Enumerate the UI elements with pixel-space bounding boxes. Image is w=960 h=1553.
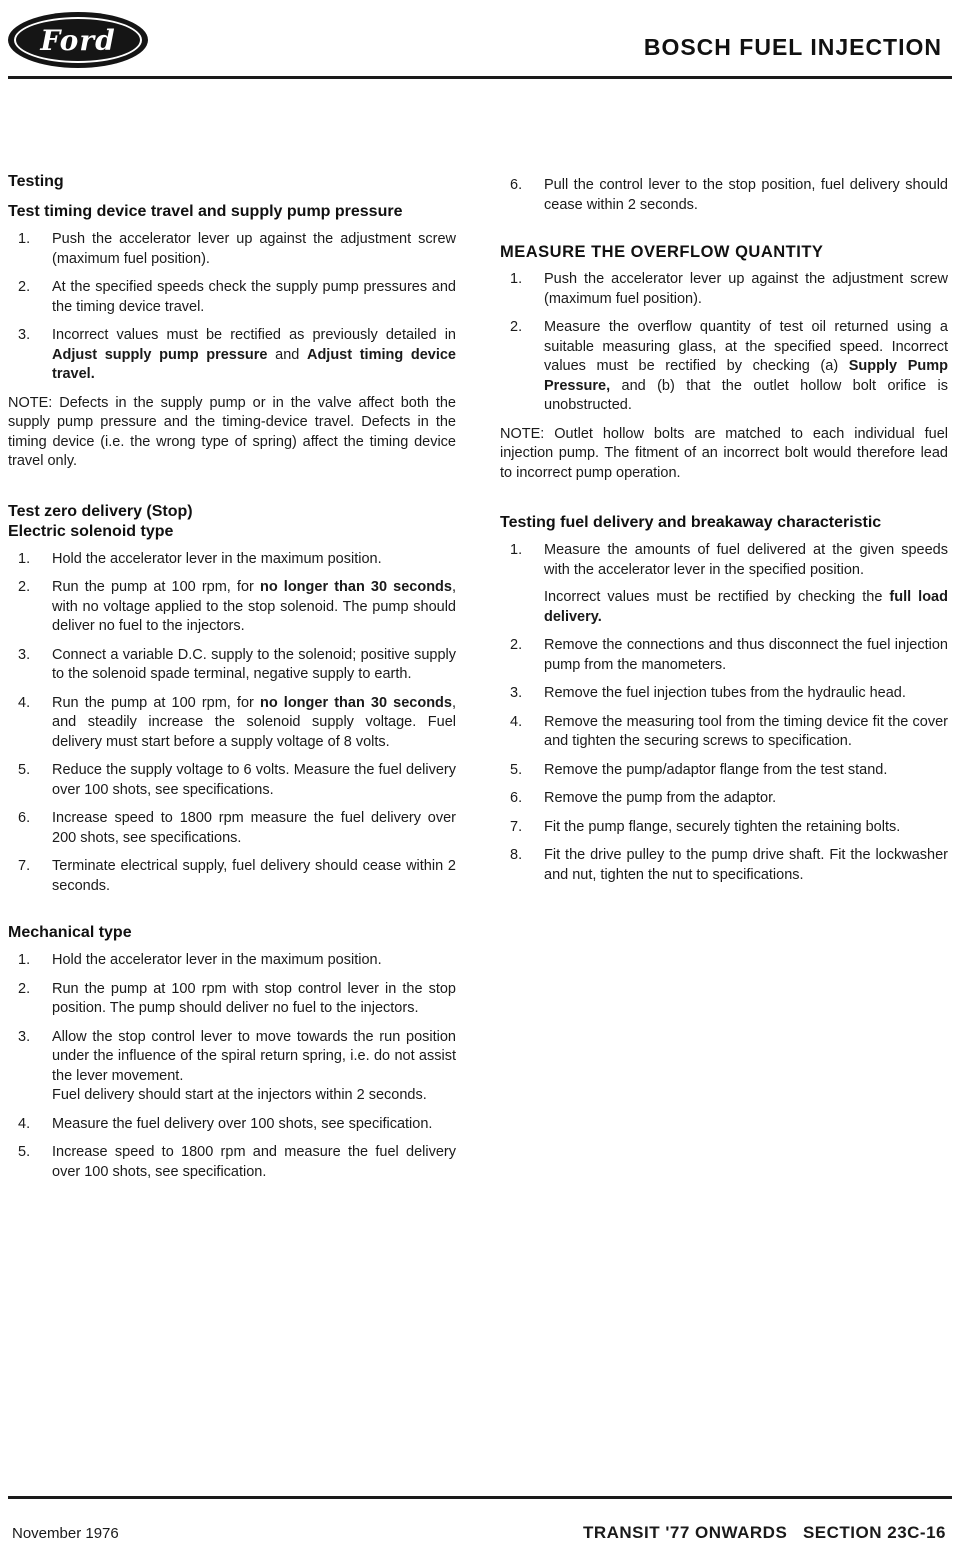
electric-solenoid-steps [8,550,456,897]
breakaway-steps [500,541,948,885]
list-item: 2. Remove the connections and thus disconnect the fuel injection pump from the manometers. [510,637,948,673]
list-item: 1. Hold the accelerator lever in the maximum position. [18,952,382,968]
list-item: 3. Incorrect values must be rectified as previously detailed in Adjust supply pump pressure and Adjust timing device travel. [18,327,456,382]
list-item: 6. Pull the control lever to the stop position, fuel delivery should cease within 2 seconds. [510,177,948,213]
list-item: 5. Increase speed to 1800 rpm and measure the fuel delivery over 100 shots, see specification. [18,1144,456,1180]
list-item: 5. Remove the pump/adaptor flange from the test stand. [510,761,888,778]
header-rule [8,76,952,79]
list-item: 3. Allow the stop control lever to move towards the run position under the influence of the spiral return spring, i.e. do not assist the lever movement. Fuel delivery should start at the injectors within 2 seconds. [18,1028,456,1103]
list-item: 8. Fit the drive pulley to the pump drive shaft. Fit the lockwasher and nut, tighten the nut to specifications. [510,847,948,883]
list-item: 6. Increase speed to 1800 rpm measure the fuel delivery over 200 shots, see specifications. [18,810,456,846]
overflow-steps [500,270,948,416]
footer-date: November 1976 [12,1525,119,1542]
subheading-breakaway: Testing fuel delivery and breakaway characteristic [500,514,882,531]
list-item: 7. Terminate electrical supply, fuel delivery should cease within 2 seconds. [18,858,456,894]
list-item: 3. Remove the fuel injection tubes from the hydraulic head. [510,685,906,701]
note-hollow-bolts: NOTE: Outlet hollow bolts are matched to each individual fuel injection pump. The fitment of an incorrect bolt would therefore lead to incorrect pump operation. [500,425,948,481]
subheading-mechanical-type: Mechanical type [8,924,132,941]
list-item: 4. Run the pump at 100 rpm, for no longer than 30 seconds, and steadily increase the solenoid supply voltage. Fuel delivery must start before a supply voltage of 8 volts. [18,694,457,750]
subheading-overflow-quantity: MEASURE THE OVERFLOW QUANTITY [500,243,824,261]
subheading-timing-device: Test timing device travel and supply pump pressure [8,203,403,220]
list-item: 5. Reduce the supply voltage to 6 volts. Measure the fuel delivery over 100 shots, see specifications. [18,762,456,798]
list-item: 2. Run the pump at 100 rpm with stop control lever in the stop position. The pump should deliver no fuel to the injectors. [18,980,456,1016]
list-item: 2. Measure the overflow quantity of test oil returned using a suitable measuring glass, at the specified speed. Incorrect values must be rectified by checking (a) Supply Pump Pressure, and (b) that the outlet hollow bolt orifice is unobstructed. [510,319,948,413]
timing-device-steps [8,230,456,385]
footer-rule [8,1496,952,1499]
left-column [8,172,456,1191]
list-item: 2. Run the pump at 100 rpm, for no longer than 30 seconds, with no voltage applied to the stop solenoid. The pump should deliver no fuel to the injectors. [18,579,457,634]
subheading-zero-delivery: Test zero delivery (Stop) [8,502,193,520]
note-supply-pump: NOTE: Defects in the supply pump or in the valve affect both the supply pump pressure and the timing-device travel. Defects in the timing device (i.e. the wrong type of spring) affect the timing device travel only. [8,394,456,469]
list-item: 4. Remove the measuring tool from the timing device fit the cover and tighten the securing screws to specification. [510,713,948,749]
section-title-testing: Testing [8,173,64,190]
list-item: 6. Remove the pump from the adaptor. [510,790,777,806]
right-column [500,172,948,894]
list-item: 4. Measure the fuel delivery over 100 shots, see specification. [18,1115,433,1132]
page-header-title: BOSCH FUEL INJECTION [643,34,942,60]
ford-logo-oval [14,17,142,63]
list-item: 1. Measure the amounts of fuel delivered at the given speeds with the accelerator lever in the specified position. Incorrect values must be rectified by checking the full load delivery. [510,542,948,625]
ford-logo [8,12,148,68]
subheading-electric-solenoid: Electric solenoid type [8,522,174,540]
list-item: 3. Connect a variable D.C. supply to the solenoid; positive supply to the solenoid spade terminal, negative supply to earth. [18,646,456,682]
list-item: 7. Fit the pump flange, securely tighten the retaining bolts. [510,818,901,835]
footer-section-label: TRANSIT '77 ONWARDS SECTION 23C-16 [582,1523,946,1542]
list-item: 1. Push the accelerator lever up against the adjustment screw (maximum fuel position). [18,231,456,267]
stop-position-steps [500,176,948,215]
mechanical-type-steps [8,951,456,1182]
list-item: 1. Hold the accelerator lever in the maximum position. [18,550,382,567]
list-item: 2. At the specified speeds check the supply pump pressures and the timing device travel. [18,279,456,315]
list-item: 1. Push the accelerator lever up against the adjustment screw (maximum fuel position). [510,271,948,307]
ford-logo-text: Ford [40,23,116,57]
